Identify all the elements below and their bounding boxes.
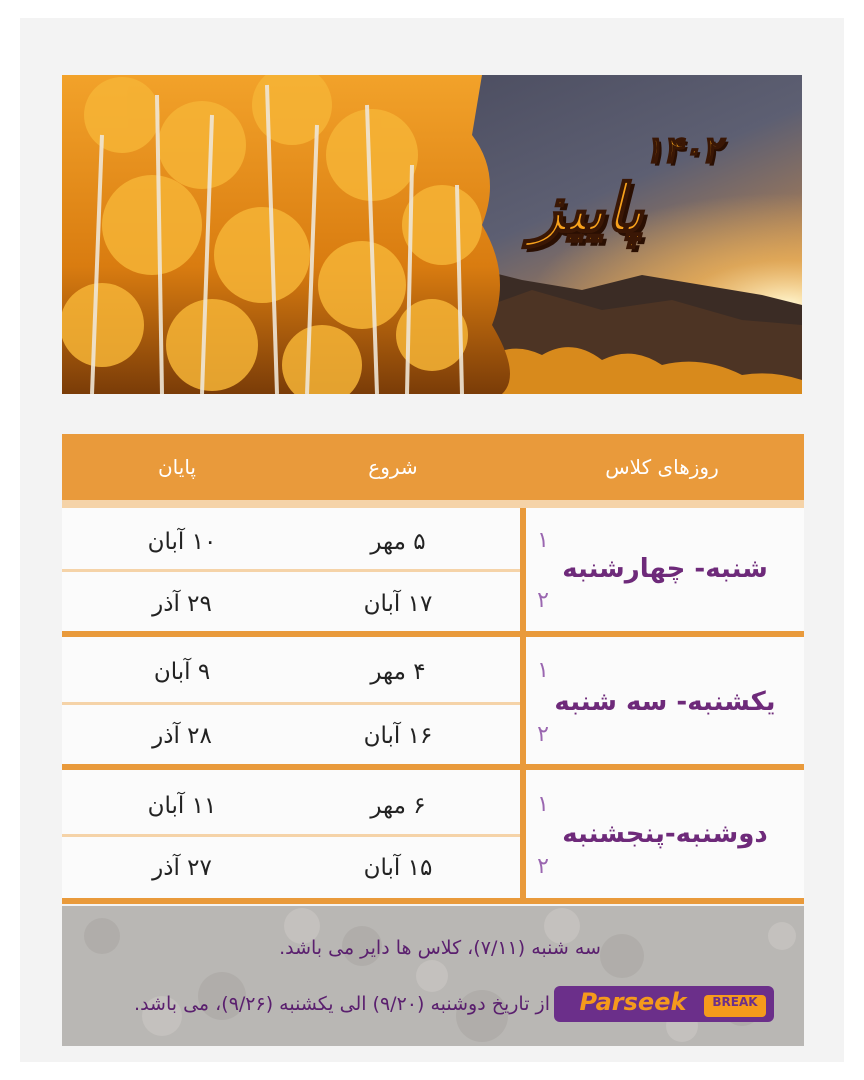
hero-title: پاییز: [530, 170, 644, 247]
end-date: ۹ آبان: [153, 659, 211, 685]
schedule-table: [62, 434, 804, 904]
column-divider: [520, 508, 526, 904]
session-number: ۲: [537, 588, 549, 613]
table-header: [62, 434, 804, 500]
header-end: پایان: [157, 455, 196, 479]
hero-banner: [62, 75, 802, 394]
start-date: ۶ مهر: [370, 793, 426, 819]
start-date: ۵ مهر: [370, 529, 426, 555]
header-start: شروع: [368, 455, 418, 479]
notice-box: [62, 906, 804, 1046]
start-date: ۱۵ آبان: [363, 855, 433, 881]
start-date: ۱۷ آبان: [363, 591, 433, 617]
end-date: ۱۱ آبان: [147, 793, 217, 819]
row-divider: [62, 569, 520, 572]
parseek-break-logo: [554, 986, 774, 1022]
table-bottom-border: [62, 898, 804, 904]
class-days: شنبه- چهارشنبه: [562, 554, 768, 584]
session-number: ۱: [537, 792, 549, 817]
session-number: ۲: [537, 722, 549, 747]
session-number: ۱: [537, 658, 549, 683]
session-number: ۲: [537, 854, 549, 879]
session-number: ۱: [537, 528, 549, 553]
class-days: دوشنبه-پنجشنبه: [562, 819, 768, 849]
notice-line-1: سه شنبه (۷/۱۱)، کلاس ها دایر می باشد.: [279, 937, 601, 959]
brand-name: Parseek: [579, 988, 687, 1016]
start-date: ۴ مهر: [370, 659, 426, 685]
hero-year: ۱۴۰۲: [643, 130, 721, 171]
class-days: یکشنبه- سه شنبه: [554, 687, 776, 717]
header-underline: [62, 500, 804, 508]
notice-line-2: از تاریخ دوشنبه (۹/۲۰) الی یکشنبه (۹/۲۶)، می باشد.: [134, 993, 550, 1015]
end-date: ۲۹ آذر: [152, 591, 212, 617]
row-divider: [62, 702, 520, 705]
end-date: ۲۷ آذر: [152, 855, 212, 881]
header-days: روزهای کلاس: [605, 455, 719, 479]
end-date: ۱۰ آبان: [147, 529, 217, 555]
concrete-texture: [62, 906, 804, 1046]
end-date: ۲۸ آذر: [152, 723, 212, 749]
start-date: ۱۶ آبان: [363, 723, 433, 749]
brand-tag: BREAK: [704, 995, 766, 1017]
row-divider: [62, 834, 520, 837]
